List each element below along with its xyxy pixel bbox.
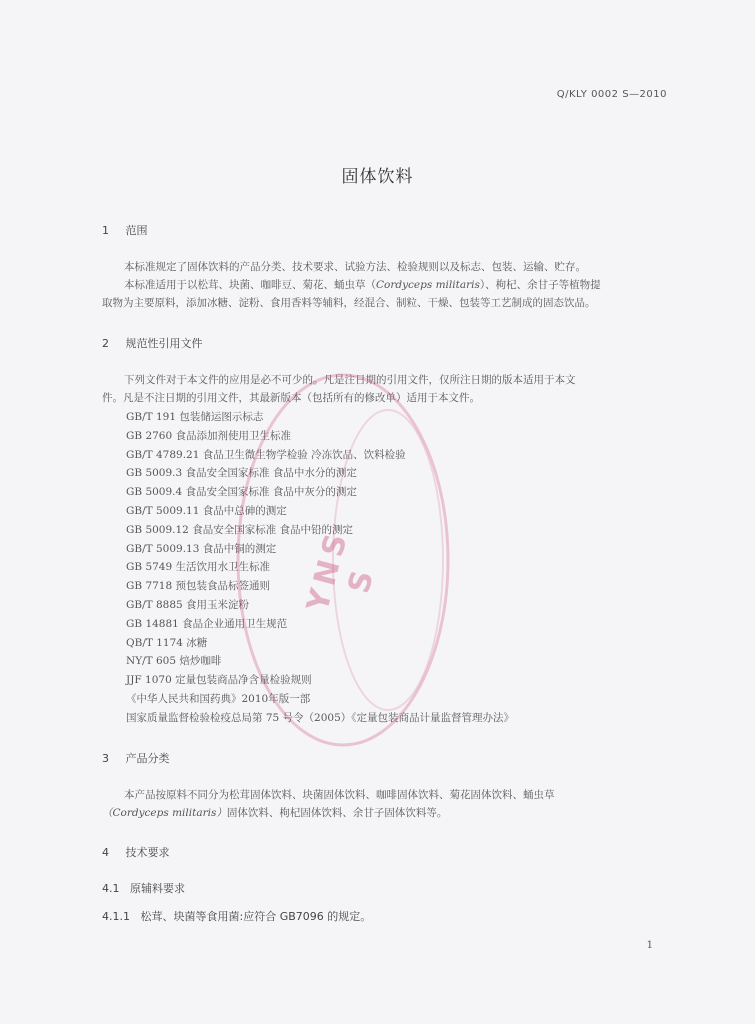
section-title: 技术要求: [125, 846, 170, 859]
subsection-title: 原辅料要求: [130, 882, 185, 895]
reference-item: NY/T 605 焙炒咖啡: [126, 655, 222, 668]
page-number: 1: [646, 940, 653, 951]
section-4-heading: [102, 844, 170, 860]
scope-paragraph-2-continued: 取物为主要原料，添加冰糖、淀粉、食用香料等辅料，经混合、制粒、干燥、包装等工艺制成的固态饮品。: [102, 297, 596, 309]
standard-code: Q/KLY 0002 S—2010: [556, 89, 667, 100]
reference-item: GB 5749 生活饮用水卫生标准: [126, 561, 271, 574]
clause-4-1-1: [102, 908, 371, 924]
reference-item: GB 5009.3 食品安全国家标准 食品中水分的测定: [126, 467, 357, 480]
reference-item: QB/T 1174 冰糖: [126, 636, 208, 649]
reference-item: GB/T 5009.13 食品中铜的测定: [126, 542, 277, 555]
normative-paragraph-1-continued: 件。凡是不注日期的引用文件，其最新版本（包括所有的修改单）适用于本文件。: [102, 392, 480, 404]
section-title: 规范性引用文件: [125, 337, 203, 350]
section-number: 2: [102, 337, 109, 350]
classification-text: [102, 786, 692, 822]
classification-latin-name: （Cordyceps militaris）: [102, 807, 227, 819]
scope-paragraph-2: [102, 276, 692, 294]
scope-p2-part-b: ）、枸杞、余甘子等植物提: [479, 279, 601, 291]
reference-item: GB 5009.12 食品安全国家标准 食品中铅的测定: [126, 523, 354, 536]
subsection-4-1-heading: [102, 880, 185, 896]
classification-paragraph-continued: [102, 804, 692, 822]
section-title: 范围: [125, 224, 148, 237]
reference-item: 《中华人民共和国药典》2010年版一部: [126, 692, 311, 705]
scope-p2-part-a: 本标准适用于以松茸、块菌、咖啡豆、菊花、蛹虫草（: [124, 279, 376, 291]
section-2-heading: [102, 335, 203, 351]
scope-paragraph-1: 本标准规定了固体饮料的产品分类、技术要求、试验方法、检验规则以及标志、包装、运输、贮存。: [124, 261, 586, 273]
reference-item: GB/T 191 包装储运图示标志: [126, 411, 264, 423]
scope-latin-name: Cordyceps militaris: [376, 279, 480, 291]
clause-text: 松茸、块菌等食用菌:应符合 GB7096 的规定。: [140, 910, 372, 923]
section-number: 3: [102, 752, 109, 765]
section-number: 1: [102, 224, 109, 237]
reference-item: GB/T 8885 食用玉米淀粉: [126, 598, 250, 611]
section-number: 4: [102, 846, 109, 859]
reference-item: GB 7718 预包装食品标签通则: [126, 580, 271, 593]
reference-item: GB 2760 食品添加剂使用卫生标准: [126, 429, 292, 442]
section-1-heading: [102, 222, 148, 238]
section-3-heading: [102, 750, 170, 766]
document-page: Q/KLY 0002 S—2010 固体饮料 1 范围 本标准规定了固体饮料的产品分类、技术要求、试验方法、检验规则以及标志、包装、运输、贮存。 本标准适用于以松茸、块菌、咖啡豆、菊花、蛹虫草（Cordyceps militaris）、枸杞、余甘子等植物提 取物为主要原料，添加冰糖、淀粉、食用香料等辅料，经混合、制粒、干燥、包装等工艺制成的固态饮品。 2 规范性引用文件 下列文件对于本文件的应用是必不可少的。凡是注日期的引用文件，仅所注日期的版本适用于本文 件。凡是不注日期的引用文件，其最新版本（包括所有的修改单）适用于本文件。 GB/T 191 包装储运图示标志 GB 2760 食品添加剂使用卫生标准 GB/T 4789.21 食品卫生微生物学检验 冷冻饮品、饮料检验 GB 5009.3 食品安全国家标准 食品中水分的测定 GB 5009.4 食品安全国家标准 食品中灰分的测定 GB/T 5009.11 食品中总砷的测定 GB 5009.12 食品安全国家标准 食品中铅的测定 GB/T 5009.13 食品中铜的测定 GB 5749 生活饮用水卫生标准 GB 7718 预包装食品标签通则 GB/T 8885 食用玉米淀粉 GB 14881 食品企业通用卫生规范 QB/T 1174 冰糖 NY/T 605 焙炒咖啡 JJF 1070 定量包装商品净含量检验规则 《中华人民共和国药典》2010年版一部 国家质量监督检验检疫总局第 75 号令（2005）《定量包装商品计量监督管理办法》 3 产品分类 本产品按原料不同分为松茸固体饮料、块菌固体饮料、咖啡固体饮料、菊花固体饮料、蛹虫草 （Cordyceps militaris）固体饮料、枸杞固体饮料、余甘子固体饮料等。 4 技术要求 4.1 原辅料要求 4.1.1 松茸、块菌等食用菌:应符合 GB7096 的规定。 1 YNS S: [0, 0, 755, 1024]
normative-text: [102, 371, 692, 407]
reference-item: JJF 1070 定量包装商品净含量检验规则: [126, 674, 312, 687]
classification-paragraph: 本产品按原料不同分为松茸固体饮料、块菌固体饮料、咖啡固体饮料、菊花固体饮料、蛹虫草: [124, 789, 555, 801]
reference-item: GB 5009.4 食品安全国家标准 食品中灰分的测定: [126, 486, 357, 499]
scope-text: [102, 258, 692, 312]
reference-item: GB 14881 食品企业通用卫生规范: [126, 617, 288, 630]
reference-item: GB/T 5009.11 食品中总砷的测定: [126, 504, 287, 517]
section-title: 产品分类: [125, 752, 170, 765]
normative-paragraph-1: 下列文件对于本文件的应用是必不可少的。凡是注日期的引用文件，仅所注日期的版本适用于本文: [124, 374, 576, 386]
document-title: 固体饮料: [341, 167, 414, 187]
classification-p1-part-b: 固体饮料、枸杞固体饮料、余甘子固体饮料等。: [226, 807, 448, 819]
reference-item: GB/T 4789.21 食品卫生微生物学检验 冷冻饮品、饮料检验: [126, 448, 406, 461]
clause-number: 4.1.1: [102, 910, 130, 923]
subsection-number: 4.1: [102, 882, 120, 895]
reference-item: 国家质量监督检验检疫总局第 75 号令（2005）《定量包装商品计量监督管理办法》: [126, 711, 515, 724]
